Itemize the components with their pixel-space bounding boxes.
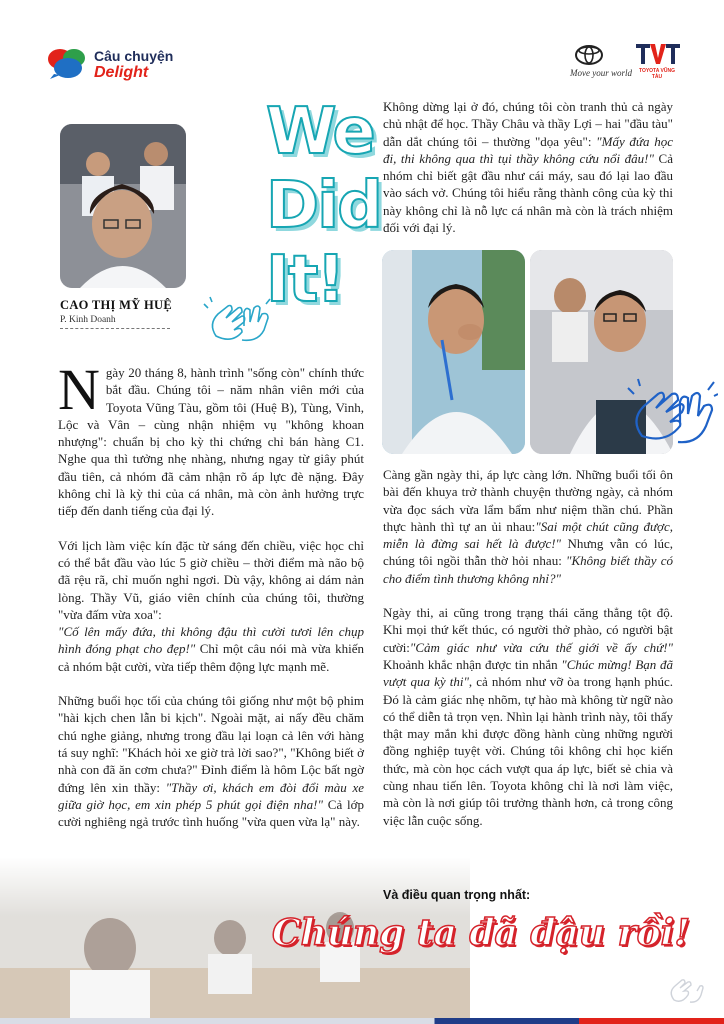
paragraph-5-quote-2: "Không biết thầy có cho điểm tình thương không nhỉ?" [383, 553, 673, 586]
toyota-vungtau-logos [570, 44, 680, 84]
author-name: CAO THỊ MỸ HUỆ [60, 298, 172, 312]
paragraph-5-quote-1: "Sai một chút cũng được, miễn là đừng sai hết là được!" [383, 518, 674, 552]
paragraph-6-text-a: Ngày thi, ai cũng trong trạng thái căng thẳng tột độ. Khi mọi thứ kết thúc, có người thở phào, có người bật cười: [383, 605, 673, 655]
toyota-logo-icon [574, 44, 604, 66]
brand-bottom-text: Delight [94, 64, 149, 81]
author-divider [60, 328, 170, 329]
paragraph-5-text-b: Nhưng vẫn có lúc, chúng tôi ngồi thẫn thờ hỏi nhau: [383, 536, 673, 569]
paragraph-4 [383, 98, 673, 236]
brand-top-text: Câu chuyện [94, 48, 174, 64]
paragraph-5 [383, 466, 673, 587]
clapping-hands-icon [626, 378, 718, 450]
right-column-top [383, 98, 673, 253]
paragraph-3-quote: "Thầy ơi, khách em đòi đổi màu xe giữa giờ học, em xin phép 5 phút gọi điện nha!" [58, 779, 365, 812]
chat-bubbles-logo-icon [46, 46, 90, 80]
paragraph-6-text-b: Khoảnh khắc nhận được tin nhắn [383, 656, 562, 672]
paragraph-2-text-a: Với lịch làm việc kín đặc từ sáng đến chiều, việc học chỉ có thể bắt đầu vào lúc 5 giờ chiều – thời điểm mà não bộ đã rệu rã, chỉ muốn nghỉ ngơi. Dù vậy, không ai dám nản lòng. Thầy Vũ, giáo viên chính của chúng tôi, thường "vừa đấm vừa xoa": [58, 537, 364, 622]
clapping-hands-icon [202, 296, 274, 348]
paragraph-2 [58, 537, 364, 675]
paragraph-4-quote: "Mấy đứa học đi, thi không qua thì tụi thầy không cứu nổi đâu!" [383, 133, 673, 166]
paragraph-3 [58, 692, 364, 830]
paragraph-3-text-b: Cả lớp cười nghiêng ngả trước tình huống "vừa quen vừa lạ" này. [58, 796, 364, 830]
team-photo-1 [382, 250, 525, 454]
clapping-hands-icon [666, 976, 706, 1006]
paragraph-2-text-b: Chỉ một câu nói mà vừa khiến cả nhóm bật cười, vừa tiếp thêm động lực mạnh mẽ. [58, 641, 364, 674]
closing-headline: Chúng ta đã đậu rồi! [272, 912, 691, 954]
paragraph-1 [58, 357, 364, 520]
dropcap: N [58, 357, 100, 422]
title-word-1: We [266, 95, 374, 169]
closing-lead: Và điều quan trọng nhất: [383, 888, 531, 902]
footer-color-bar [0, 1018, 724, 1024]
paragraph-1-text: gày 20 tháng 8, hành trình "sống còn" chính thức bắt đầu. Chúng tôi – năm nhân viên mới của Toyota Vũng Tàu, gồm tôi (Huệ B), Tùng, Vinh, Lộc và Vân – cùng nhận nhiệm vụ "không khoan nhượng": chuẩn bị cho kỳ thi chứng chỉ bán hàng C1. Nghe qua thì tưởng nhẹ nhàng, nhưng ngay từ giây phút đầu tiên, cả nhóm đã cảm nhận rõ áp lực đè nặng. Đây không chỉ là kỳ thi của cá nhân, mà còn ảnh hưởng trực tiếp đến danh tiếng của đại lý. [58, 365, 364, 519]
paragraph-4-text-a: Không dừng lại ở đó, chúng tôi còn tranh thủ cả ngày chủ nhật để học. Thầy Châu và thầy Lợi – hai "đầu tàu" dẫn dắt chúng tôi – thường "dọa yêu": [383, 99, 673, 149]
paragraph-5-text-a: Càng gần ngày thi, áp lực càng lớn. Những buổi tối ôn bài đến khuya trở thành chuyện thường ngày, cả nhóm vừa đọc sách vừa lẩm bẩm như niệm thần chú. Phần thực hành thì tự an ủi nhau: [383, 467, 673, 534]
paragraph-6 [383, 604, 673, 829]
we-did-it-title [266, 95, 381, 345]
delight-logo [46, 44, 196, 84]
dealer-subtitle: TOYOTA VŨNG TÀU [638, 68, 676, 80]
paragraph-4-text-b: Cả nhóm chỉ biết gật đầu như cái máy, sau đó lại lao đầu vào sách vở. Chúng tôi hiểu rằng thành công của kỳ thi này không chỉ là nỗ lực cá nhân mà còn là trách nhiệm đối với đại lý. [383, 150, 673, 236]
toyota-tagline: Move your world [570, 68, 632, 78]
author-photo [60, 124, 186, 288]
paragraph-3-text-a: Những buổi học tối của chúng tôi giống như một bộ phim "hài kịch chen lẫn bi kịch". Ngoài mặt, ai nấy đều chăm chú nghe giảng, nhưng trong đầu lại loạn cả lên với hàng tá suy nghĩ: "Khách hỏi xe giờ trả lời sao?", "Không biết ở nhà con đã ăn cơm chưa?" Đỉnh điểm là hôm Lộc bất ngờ đứng lên xin thầy: [58, 693, 364, 795]
left-column [58, 357, 365, 847]
paragraph-6-quote-1: "Cảm giác như vừa cứu thế giới về ấy chứ!" [409, 639, 673, 655]
paragraph-6-text-c: , cả nhóm như vỡ òa trong hạnh phúc. Đó là cảm giác nhẹ nhõm, tự hào mà không từ ngữ nào có thể diễn tả trọn vẹn. Nhìn lại hành trình này, tôi thấy thật may mắn khi được đồng hành cùng những người đồng nghiệp tuyệt vời. Chúng tôi không chỉ học kiến thức, mà còn học cách vượt qua áp lực, biết sẻ chia và cùng nhau tiến lên. Toyota không chỉ là nơi làm việc, mà còn là nơi giúp tôi trưởng thành hơn, cả trong công việc lẫn cuộc sống. [383, 674, 673, 828]
paragraph-2-quote: "Cố lên mấy đứa, thi không đậu thì cười tươi lên chụp hình đóng phạt cho đẹp!" [58, 624, 364, 657]
paragraph-6-quote-2: "Chúc mừng! Bạn đã vượt qua kỳ thi" [383, 656, 673, 690]
right-column-bottom [383, 466, 673, 846]
author-department: P. Kinh Doanh [60, 315, 116, 325]
tvt-logo-icon [636, 44, 680, 66]
title-word-2: Did [266, 169, 381, 243]
title-word-3: It! [266, 243, 344, 317]
